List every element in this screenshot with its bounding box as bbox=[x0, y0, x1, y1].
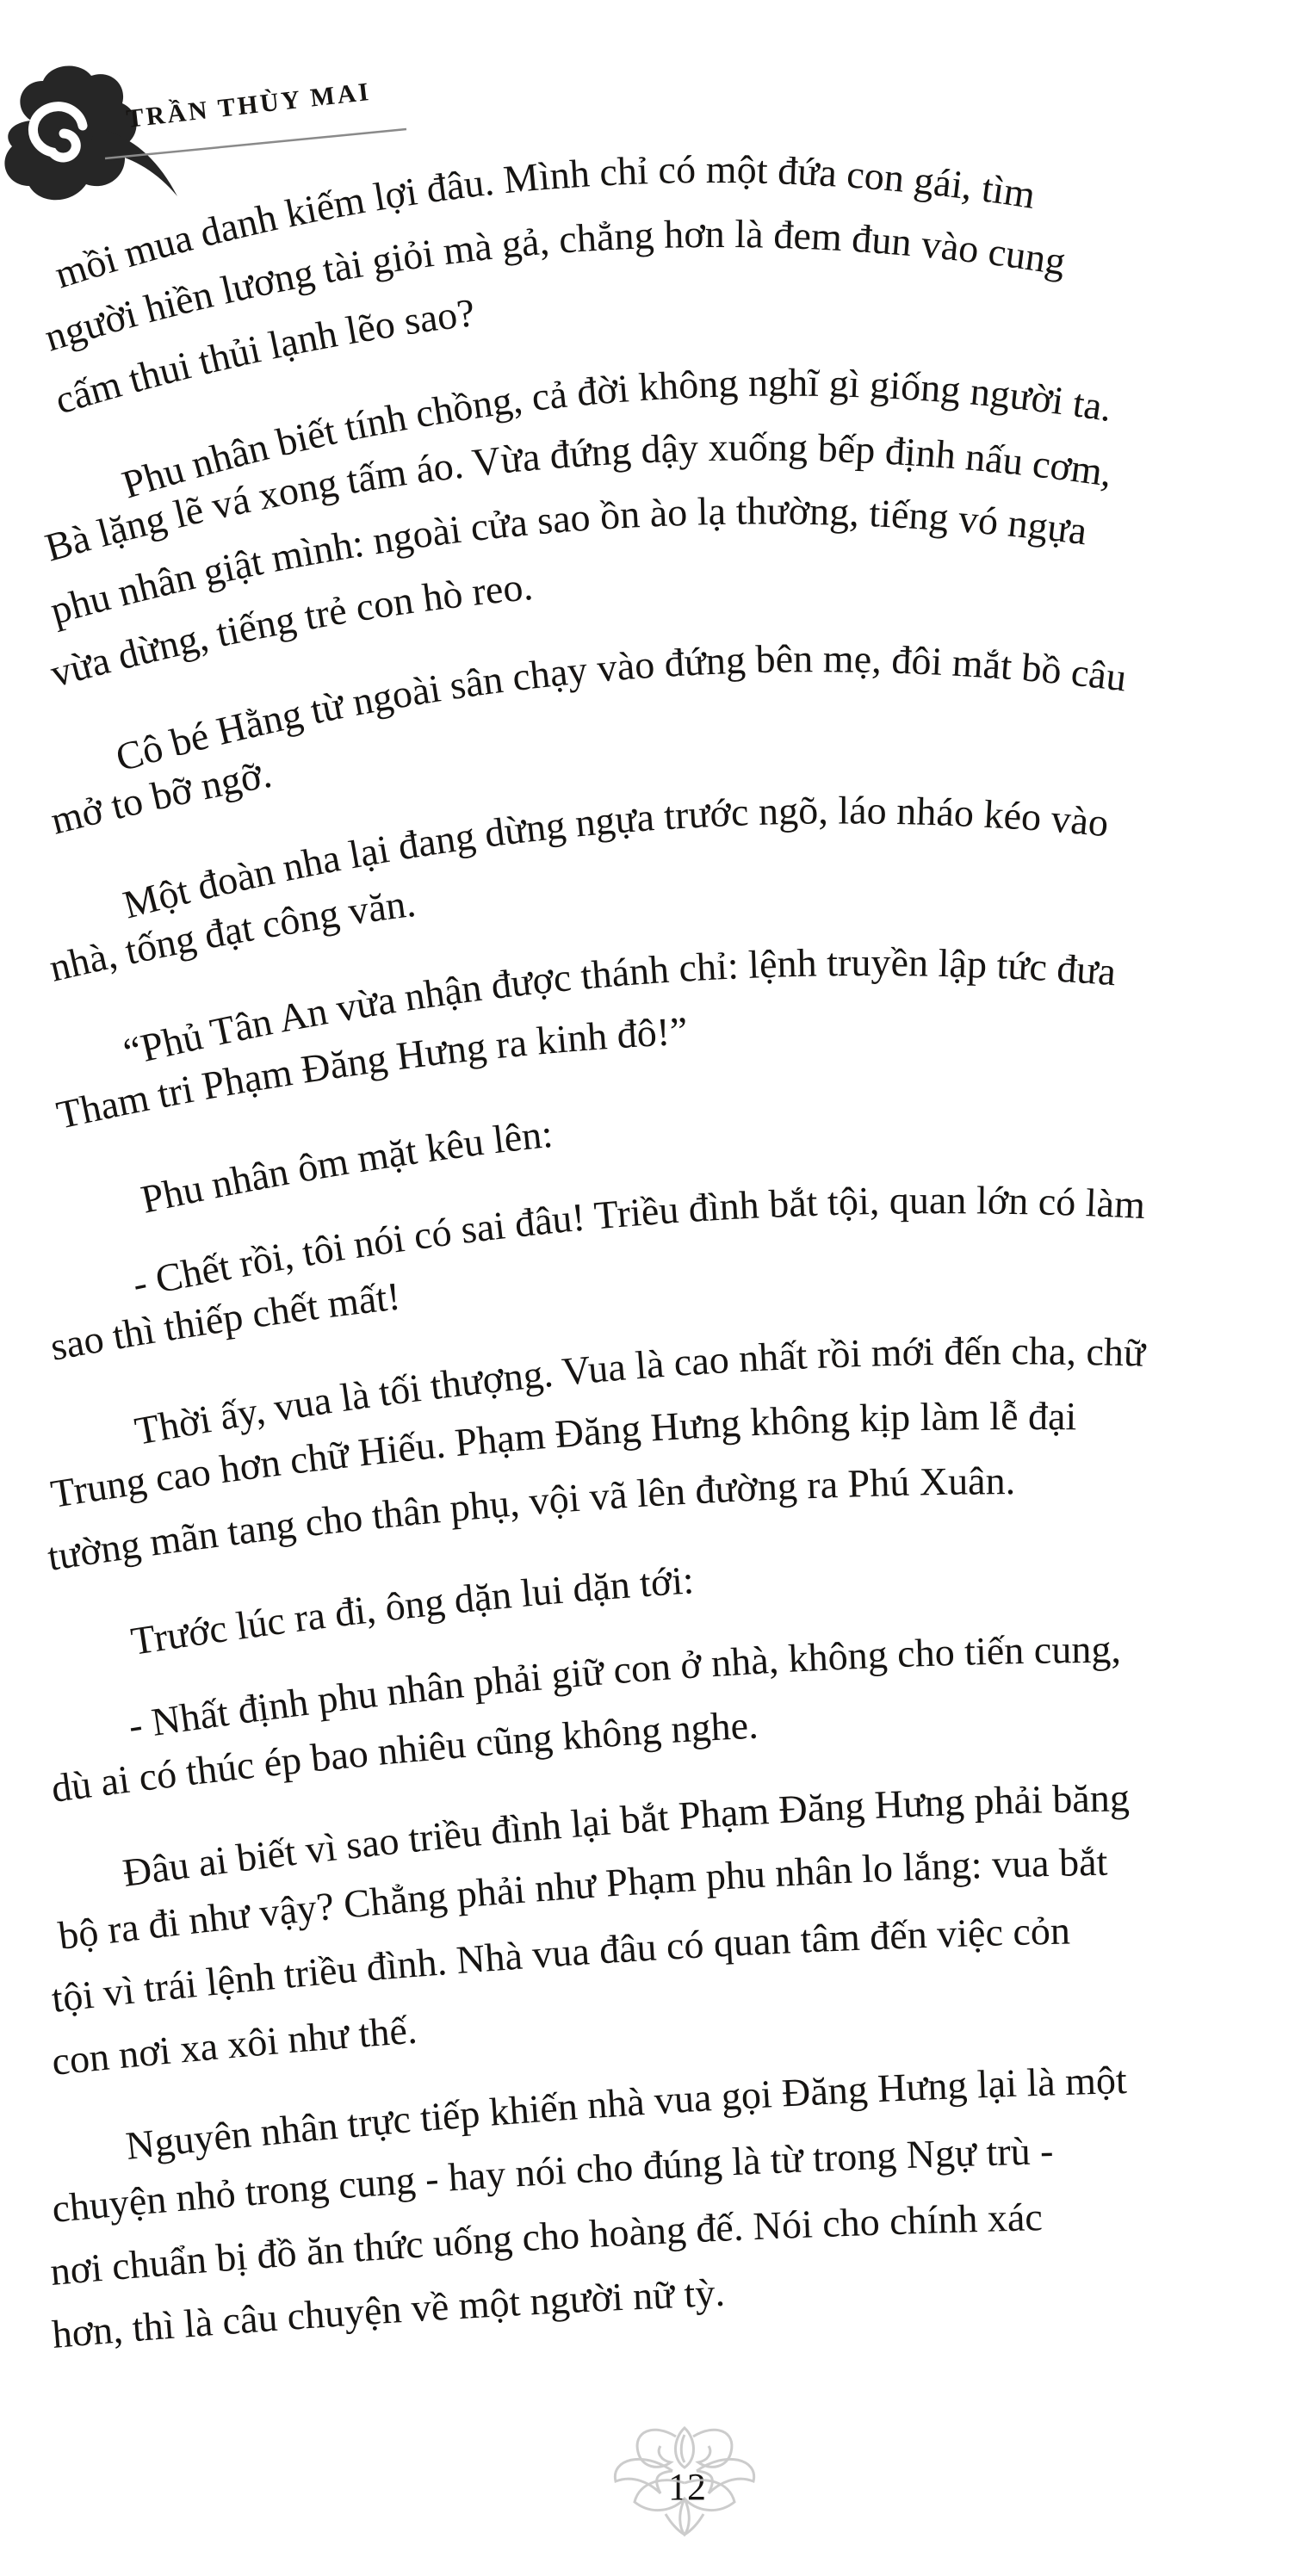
text-line bbox=[50, 2008, 418, 2084]
text-line-content: Cô bé Hằng từ ngoài sân chạy vào đứng bên mẹ, đôi mắt bồ câu bbox=[110, 636, 1130, 780]
ink-layer bbox=[40, 77, 1148, 2508]
text-line-content: sao thì thiếp chết mất! bbox=[46, 1273, 403, 1369]
text-line-content: Phu nhân ôm mặt kêu lên: bbox=[137, 1111, 555, 1222]
text-line-content: Phu nhân biết tính chồng, cả đời không nghĩ gì giống người ta. bbox=[116, 360, 1115, 507]
text-line bbox=[128, 1557, 696, 1663]
text-line-content: Thời ấy, vua là tối thượng. Vua là cao nhất rồi mới đến cha, chữ bbox=[131, 1328, 1146, 1453]
author-header: TRẦN THÙY MAI bbox=[125, 77, 373, 133]
text-line-content: con nơi xa xôi như thế. bbox=[49, 2007, 418, 2084]
page-number: 12 bbox=[668, 2466, 706, 2508]
text-line-content: Đâu ai biết vì sao triều đình lại bắt Phạm Đăng Hưng phải băng bbox=[120, 1775, 1131, 1895]
text-line-content: bộ ra đi như vậy? Chẳng phải như Phạm phu nhân lo lắng: vua bắt bbox=[55, 1839, 1108, 1958]
body-text bbox=[40, 147, 1148, 2356]
text-line-content: phu nhân giật mình: ngoài cửa sao ồn ào lạ thường, tiếng vó ngựa bbox=[46, 488, 1090, 633]
header-rule bbox=[105, 129, 406, 158]
text-line-content: nơi chuẩn bị đồ ăn thức uống cho hoàng đế. Nói cho chính xác bbox=[48, 2195, 1044, 2294]
text-line-content: nhà, tống đạt công văn. bbox=[45, 880, 418, 990]
text-line-content: Trung cao hơn chữ Hiếu. Phạm Đăng Hưng không kịp làm lễ đại bbox=[47, 1394, 1077, 1516]
text-line bbox=[129, 1178, 1147, 1306]
text-line-content: “Phủ Tân An vừa nhận được thánh chỉ: lệnh truyền lập tức đưa bbox=[119, 940, 1118, 1074]
text-line-content: Bà lặng lẽ vá xong tấm áo. Vừa đứng dậy xuống bếp định nấu cơm, bbox=[40, 424, 1115, 570]
crest-center-vein bbox=[681, 2435, 685, 2462]
text-line-content: tường mãn tang cho thân phụ, vội vã lên đường ra Phú Xuân. bbox=[44, 1458, 1016, 1579]
text-line-content: chuyện nhỏ trong cung - hay nói cho đúng là từ trong Ngự trù - bbox=[50, 2128, 1055, 2231]
text-line-content: hơn, thì là câu chuyện về một người nữ tỳ. bbox=[50, 2269, 726, 2356]
text-line-content: mở to bỡ ngỡ. bbox=[46, 751, 276, 843]
cloud-swirl-icon bbox=[4, 66, 177, 201]
text-line-content: Trước lúc ra đi, ông dặn lui dặn tới: bbox=[127, 1557, 696, 1663]
text-line-content: vừa dừng, tiếng trẻ con hò reo. bbox=[46, 563, 535, 696]
text-line-content: người hiền lương tài giỏi mà gả, chẳng hơn là đem đun vào cung bbox=[39, 211, 1069, 360]
text-line-content: dù ai có thúc ép bao nhiêu cũng không nghe. bbox=[48, 1702, 759, 1811]
text-line-content: mồi mua danh kiếm lợi đâu. Mình chỉ có một đứa con gái, tìm bbox=[49, 146, 1038, 297]
text-line-content: - Nhất định phu nhân phải giữ con ở nhà, không cho tiến cung, bbox=[125, 1626, 1121, 1748]
text-line-content: - Chết rồi, tôi nói có sai đâu! Triều đình bắt tội, quan lớn có làm bbox=[128, 1178, 1147, 1306]
text-line-content: Tham tri Phạm Đăng Hưng ra kinh đô!” bbox=[53, 1008, 689, 1137]
text-line-content: cấm thui thủi lạnh lẽo sao? bbox=[50, 290, 478, 423]
text-line-content: tội vì trái lệnh triều đình. Nhà vua đâu có quan tâm đến việc cỏn bbox=[49, 1908, 1071, 2021]
text-line-content: Nguyên nhân trực tiếp khiến nhà vua gọi Đăng Hưng lại là một bbox=[123, 2058, 1128, 2168]
text-line-content: Một đoàn nha lại đang dừng ngựa trước ngõ, láo nháo kéo vào bbox=[118, 788, 1111, 927]
